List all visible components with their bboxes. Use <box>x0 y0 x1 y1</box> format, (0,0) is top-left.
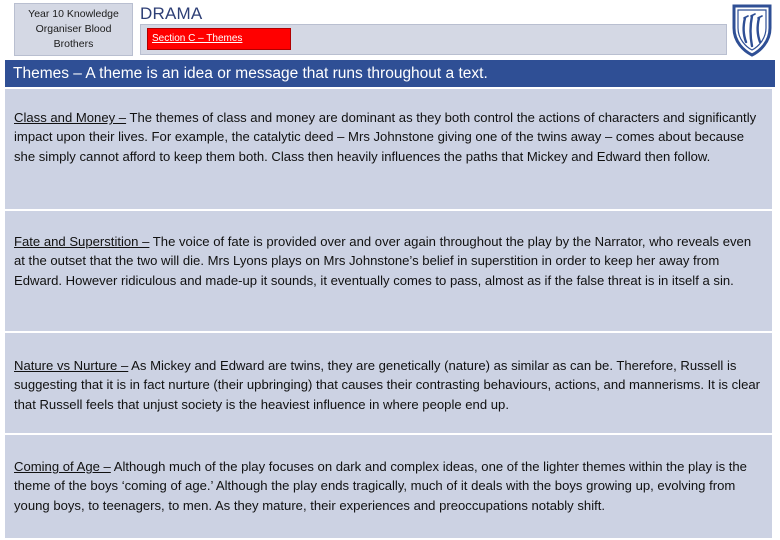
themes-definition-bar: Themes – A theme is an idea or message that runs throughout a text. <box>5 60 775 87</box>
theme-heading: Coming of Age – <box>14 459 111 474</box>
theme-heading: Class and Money – <box>14 110 127 125</box>
theme-body: The voice of fate is provided over and over again throughout the play by the Narrator, who reveals even at the outset that the two will die. Mrs Lyons plays on Mrs Johnstone’s belief in superstition in order to keep her away from Edward. However ridiculous and made-up it sounds, it eventually comes to pass, almost as if the false threat is in itself a sin. <box>14 234 752 288</box>
theme-body: Although much of the play focuses on dark and complex ideas, one of the lighter themes within the play is the theme of the boys ‘coming of age.’ Although the play ends tragically, much of it deals with the boys growing up, evolving from young boys, to teenagers, to men. As they mature, their experiences and preoccupations notably shift. <box>14 459 747 513</box>
section-tag: Section C – Themes <box>147 28 291 50</box>
knowledge-organiser-label <box>14 3 133 56</box>
school-crest-shield-icon <box>730 2 774 58</box>
subtitle-text: Year 10 Knowledge Organiser Blood Brothers <box>28 8 119 50</box>
subject-title: DRAMA <box>140 4 203 23</box>
theme-panel-class-and-money <box>5 89 772 209</box>
theme-body: The themes of class and money are dominant as they both control the actions of characters and significantly impact upon their lives. For example, the catalytic deed – Mrs Johnstone giving one of the twins away – comes about because she simply cannot afford to keep them both. Class then heavily influences the paths that Mickey and Edward then follow. <box>14 110 757 164</box>
theme-heading: Nature vs Nurture – <box>14 358 129 373</box>
theme-body: As Mickey and Edward are twins, they are genetically (nature) as similar as can be. Therefore, Russell is suggesting that it is in fact nurture (their upbringing) that causes their contrasting behaviours, actions, and mannerisms. It is clear that Russell feels that unjust society is the heaviest influence in where people end up. <box>14 358 760 412</box>
theme-heading: Fate and Superstition – <box>14 234 150 249</box>
theme-panel-nature-vs-nurture <box>5 333 772 433</box>
theme-panel-coming-of-age <box>5 435 772 538</box>
theme-panel-fate-and-superstition <box>5 211 772 331</box>
